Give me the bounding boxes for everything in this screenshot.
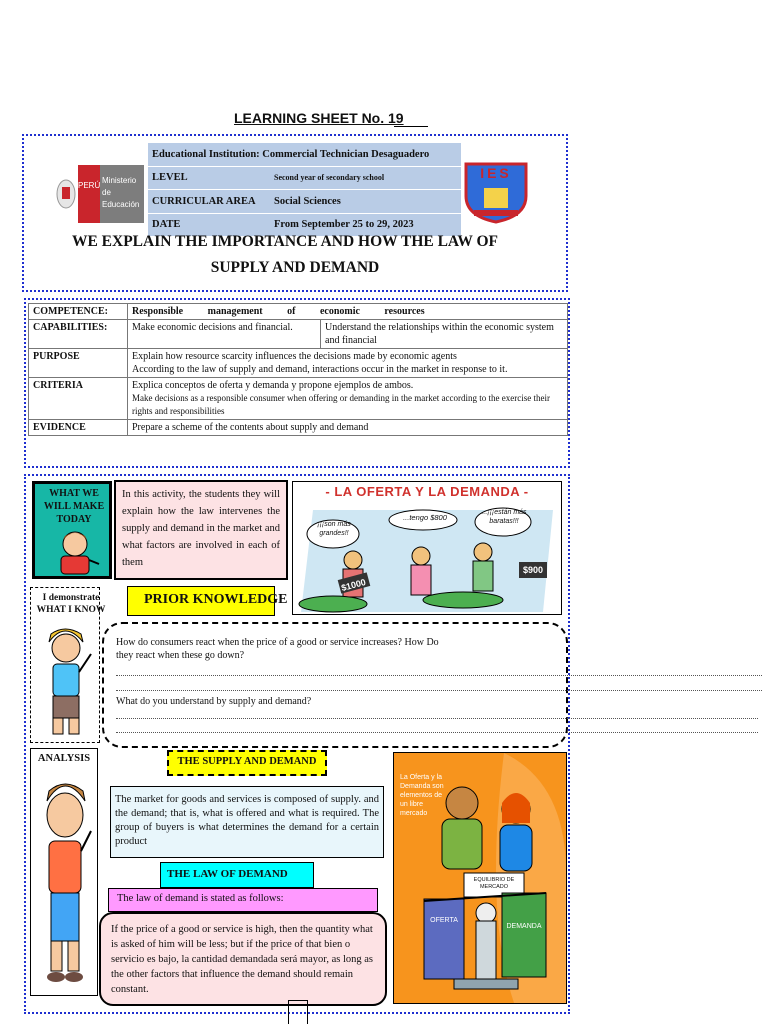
intro-text: In this activity, the students they will explain how the law intervenes the supply and demand in the market and what factors are involved in each of them <box>122 489 280 568</box>
prior-knowledge-title <box>127 586 288 616</box>
poster-text: La Oferta y la Demanda son elementos de un libre mercado <box>400 774 444 817</box>
boy-analysis-icon <box>37 771 93 991</box>
questions-box <box>102 622 568 748</box>
answer-line-1[interactable] <box>116 675 762 676</box>
purpose-1: Explain how resource scarcity influences the decisions made by economic agents <box>132 351 457 362</box>
law-stated-text: The law of demand is stated as follows: <box>117 893 284 904</box>
sheet-title: LEARNING SHEET No. 19 <box>234 110 404 126</box>
institution-name: Educational Institution: Commercial Technician Desaguadero <box>152 148 430 160</box>
demonstrate-box <box>30 587 106 743</box>
question-1: How do consumers react when the price of a good or service increases? How Do they react when these go down? <box>116 637 439 661</box>
area-label: CURRICULAR AREA <box>152 195 256 207</box>
supply-demand-title <box>167 750 327 776</box>
law-stated-box <box>108 888 378 912</box>
competence-table <box>28 303 568 436</box>
boy-teacher-icon <box>37 624 95 738</box>
main-title-line-2: SUPPLY AND DEMAND <box>210 259 380 276</box>
competence-label: COMPETENCE: <box>29 304 128 320</box>
main-title-line-1: WE EXPLAIN THE IMPORTANCE AND HOW THE LAW OF <box>71 233 499 250</box>
oferta-demanda-title: - LA OFERTA Y LA DEMANDA - <box>325 484 529 499</box>
ies-text: IES <box>480 165 512 181</box>
boy-pointing-icon <box>49 528 101 576</box>
bubble-3: ...¡¡¡están más baratas!!! <box>481 509 527 525</box>
capability-1: Make economic decisions and financial. <box>128 320 321 349</box>
price-2: $900 <box>523 565 544 575</box>
evidence-value: Prepare a scheme of the contents about supply and demand <box>128 420 568 436</box>
criteria-1: Explica conceptos de oferta y demanda y propone ejemplos de ambos. <box>132 380 414 391</box>
analysis-label: ANALYSIS <box>37 753 91 764</box>
level-value: Second year of secondary school <box>274 173 385 183</box>
answer-line-4[interactable] <box>116 732 758 733</box>
oferta-demanda-image <box>292 481 562 615</box>
intro-box <box>114 480 288 580</box>
demanda-label: DEMANDA <box>506 923 542 930</box>
supply-demand-poster <box>393 752 567 1004</box>
what-today-box <box>32 481 112 579</box>
evidence-label: EVIDENCE <box>29 420 128 436</box>
demonstrate-label: I demonstrate WHAT I KNOW <box>36 593 106 615</box>
answer-line-2[interactable] <box>116 690 762 691</box>
market-text: The market for goods and services is composed of supply. and the demand; that is, what is offered and what is required. The group of buyers is what determines the demand for a certain product <box>115 794 379 847</box>
criteria-label: CRITERIA <box>29 378 128 420</box>
market-box <box>110 786 384 858</box>
date-value: From September 25 to 29, 2023 <box>274 219 414 231</box>
criteria-2: Make decisions as a responsible consumer when offering or demanding in the market according to the exercise their rights and responsibilities <box>132 393 550 416</box>
capabilities-label: CAPABILITIES: <box>29 320 128 349</box>
capability-2: Understand the relationships within the economic system and financial <box>321 320 568 349</box>
info-table <box>148 143 461 236</box>
date-label: DATE <box>152 219 181 231</box>
analysis-box <box>30 748 98 996</box>
price-1: $1000 <box>340 576 367 594</box>
page-marker <box>288 1000 308 1024</box>
minedu-ministry: Ministerio de Educación <box>102 176 140 209</box>
level-label: LEVEL <box>152 172 188 184</box>
question-2: What do you understand by supply and demand? <box>116 696 312 707</box>
title-underline <box>394 126 428 127</box>
minedu-country: PERÚ <box>78 181 101 190</box>
bubble-2: ...tengo $800 <box>403 513 447 522</box>
law-demand-label: THE LAW OF DEMAND <box>167 868 288 880</box>
purpose-label: PURPOSE <box>29 349 128 378</box>
purpose-2: According to the law of supply and demand, interactions occur in the market in response to it. <box>132 364 508 375</box>
law-text: If the price of a good or service is high, then the quantity what is asked of him will be less; but if the price of that bien o servicio es bajo, la cantidad demandada será mayor, as long as the other factors that influence the demand should remain constant. <box>111 924 373 995</box>
competence-value: Responsible management of economic resources <box>128 304 568 320</box>
equilibrio-label: EQUILIBRIO DE MERCADO <box>473 877 515 890</box>
bubble-1: ¡¡¡son más grandes!! <box>317 521 351 537</box>
supply-demand-label: THE SUPPLY AND DEMAND <box>177 756 317 767</box>
law-text-box <box>99 912 387 1006</box>
what-today-label: WHAT WE WILL MAKE TODAY <box>43 488 105 525</box>
answer-line-3[interactable] <box>116 718 758 719</box>
prior-knowledge-label: PRIOR KNOWLEDGE <box>144 592 288 607</box>
minedu-logo <box>56 163 144 225</box>
area-value: Social Sciences <box>274 195 341 207</box>
law-demand-title <box>160 862 314 888</box>
oferta-label: OFERTA <box>430 917 458 924</box>
main-title <box>30 229 540 281</box>
ies-logo <box>462 160 530 224</box>
